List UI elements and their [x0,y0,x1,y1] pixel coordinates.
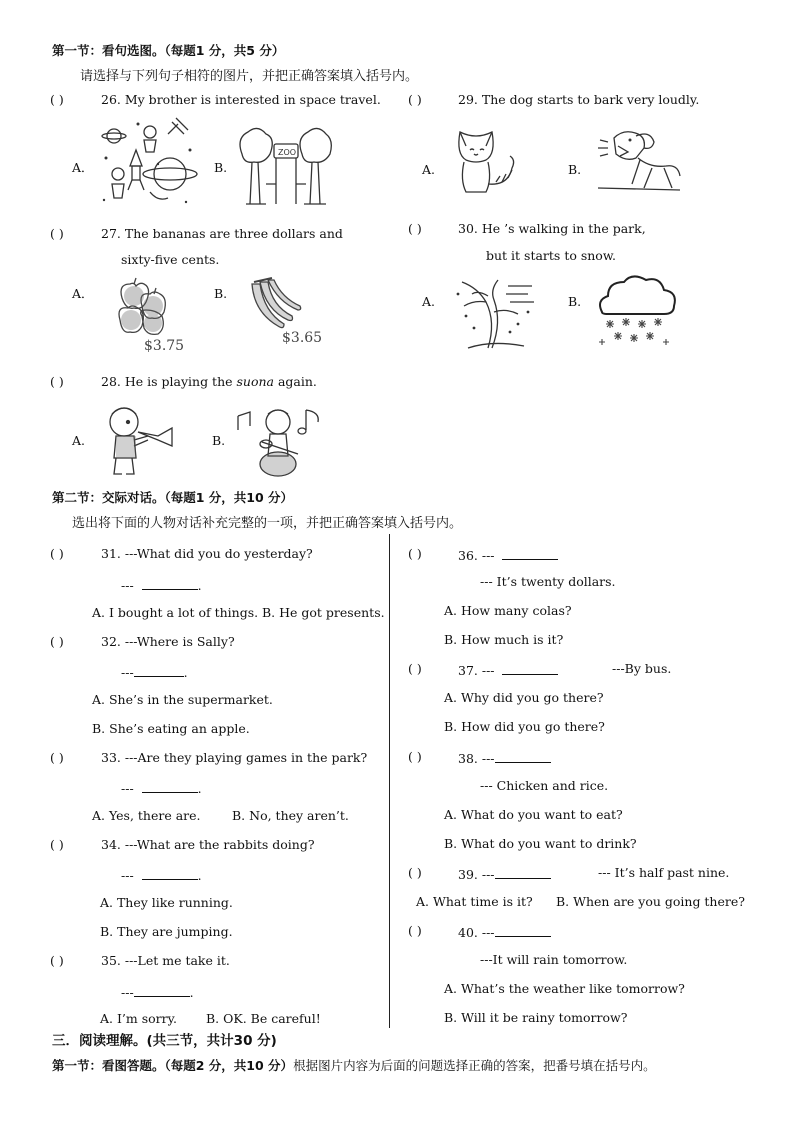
q33-option-a[interactable]: A. Yes, there are. [92,808,201,823]
q32-blank[interactable] [134,665,184,677]
q29-option-a[interactable]: A. [422,162,436,177]
q37-line1: 37. --- [458,663,558,678]
q31-line1: 31. ---What did you do yesterday? [101,546,313,561]
q39-option-b[interactable]: B. When are you going there? [556,894,745,909]
q35-line2: --- . [121,985,194,1000]
q39-answer-paren[interactable]: ( ) [408,865,422,880]
q36-option-b[interactable]: B. How much is it? [444,632,564,647]
q40-option-a[interactable]: A. What’s the weather like tomorrow? [444,981,685,996]
q38-option-b[interactable]: B. What do you want to drink? [444,836,637,851]
q35-option-b[interactable]: B. OK. Be careful! [206,1011,321,1026]
q29-option-b[interactable]: B. [568,162,582,177]
price-a: $3.75 [144,338,185,354]
svg-text:ZOO: ZOO [278,148,297,157]
space-travel-picture [98,114,198,210]
q35-answer-paren[interactable]: ( ) [50,953,64,968]
q36-option-a[interactable]: A. How many colas? [444,603,572,618]
part1-title: 第一节：看句选图。（每题1 分，共5 分） [52,43,285,58]
q34-blank[interactable] [142,868,198,880]
q39-blank[interactable] [495,867,551,879]
q27-option-a[interactable]: A． [72,286,94,301]
q31-option-a[interactable]: A. I bought a lot of things. [92,605,259,620]
q30-option-b[interactable]: B. [568,294,582,309]
barking-dog-picture [594,124,684,196]
q34-line2: --- . [121,868,202,883]
q38-line1: 38. --- [458,751,551,766]
q38-option-a[interactable]: A. What do you want to eat? [444,807,623,822]
q39-answer-line: --- It’s half past nine. [598,865,730,880]
q29-answer-paren[interactable]: ( ) [408,92,422,107]
q32-option-b[interactable]: B. She’s eating an apple. [92,721,250,736]
q35-line1: 35. ---Let me take it. [101,953,230,968]
q27-text-line1: 27. The bananas are three dollars and [101,226,343,241]
q30-text-line1: 30. He ’s walking in the park, [458,221,646,236]
q36-answer-paren[interactable]: ( ) [408,546,422,561]
q40-option-b[interactable]: B. Will it be rainy tomorrow? [444,1010,628,1025]
q38-blank[interactable] [495,751,551,763]
q37-blank[interactable] [502,663,558,675]
q37-answer-paren[interactable]: ( ) [408,661,422,676]
q30-answer-paren[interactable]: ( ) [408,221,422,236]
q36-line2: --- It’s twenty dollars. [480,574,616,589]
q37-answer-line: ---By bus. [612,661,672,676]
q38-answer-paren[interactable]: ( ) [408,749,422,764]
q40-blank[interactable] [495,925,551,937]
apples-picture [112,276,192,354]
q33-line1: 33. ---Are they playing games in the park? [101,750,368,765]
q26-option-a[interactable]: A． [72,160,94,175]
q28-answer-paren[interactable]: ( ) [50,374,64,389]
q29-text: 29. The dog starts to bark very loudly. [458,92,700,107]
q31-answer-paren[interactable]: ( ) [50,546,64,561]
q27-answer-paren[interactable]: ( ) [50,226,64,241]
q28-option-a[interactable]: A. [72,433,86,448]
zoo-picture [236,124,334,210]
q38-line2: --- Chicken and rice. [480,778,609,793]
q37-option-b[interactable]: B. How did you go there? [444,719,605,734]
q35-option-a[interactable]: A. I’m sorry. [100,1011,177,1026]
q27-option-b[interactable]: B. [214,286,228,301]
q28-text: 28. He is playing the suona again. [101,374,317,389]
q40-line2: ---It will rain tomorrow. [480,952,628,967]
boy-playing-suona-picture [102,402,178,480]
q26-text: 26. My brother is interested in space travel. [101,92,381,107]
q34-answer-paren[interactable]: ( ) [50,837,64,852]
q34-option-a[interactable]: A. They like running. [100,895,233,910]
q31-option-b[interactable]: B. He got presents. [262,605,385,620]
q32-option-a[interactable]: A. She’s in the supermarket. [92,692,273,707]
q26-option-b[interactable]: B. [214,160,228,175]
q36-line1: 36. --- [458,548,558,563]
section3-part1-line: 第一节：看图答题。（每题2 分，共10 分）根据图片内容为后面的问题选择正确的答案，把番号填在括号内。 [52,1058,656,1073]
q33-answer-paren[interactable]: ( ) [50,750,64,765]
column-divider [389,534,390,1028]
q39-option-a[interactable]: A. What time is it? [416,894,533,909]
q33-option-b[interactable]: B. No, they aren’t. [232,808,349,823]
price-b: $3.65 [282,330,323,346]
q32-line1: 32. ---Where is Sally? [101,634,235,649]
q28-option-b[interactable]: B. [212,433,226,448]
q26-answer-paren[interactable]: ( ) [50,92,64,107]
q36-blank[interactable] [502,548,558,560]
boy-playing-guitar-picture [234,404,326,480]
q34-option-b[interactable]: B. They are jumping. [100,924,233,939]
q32-answer-paren[interactable]: ( ) [50,634,64,649]
snow-cloud-picture [594,272,678,352]
q27-text-line2: sixty-five cents. [121,252,220,267]
q30-option-a[interactable]: A. [422,294,436,309]
bananas-picture [244,276,324,346]
section3-title: 三．阅读理解。(共三节，共计30 分) [52,1033,277,1049]
q33-blank[interactable] [142,781,198,793]
q35-blank[interactable] [134,985,190,997]
q37-option-a[interactable]: A. Why did you go there? [444,690,604,705]
part2-title: 第二节：交际对话。（每题1 分，共10 分） [52,490,294,505]
q31-line2: --- . [121,578,202,593]
q40-answer-paren[interactable]: ( ) [408,923,422,938]
q34-line1: 34. ---What are the rabbits doing? [101,837,315,852]
part2-instruction: 选出将下面的人物对话补充完整的一项，并把正确答案填入括号内。 [72,516,463,531]
q40-line1: 40. --- [458,925,551,940]
part1-instruction: 请选择与下列句子相符的图片，并把正确答案填入括号内。 [80,69,419,84]
cat-picture [452,124,522,198]
q31-blank[interactable] [142,578,198,590]
q32-line2: --- . [121,665,188,680]
q39-line1: 39. --- [458,867,551,882]
q30-text-line2: but it starts to snow. [486,248,617,263]
windy-tree-picture [448,272,540,352]
q33-line2: --- . [121,781,202,796]
